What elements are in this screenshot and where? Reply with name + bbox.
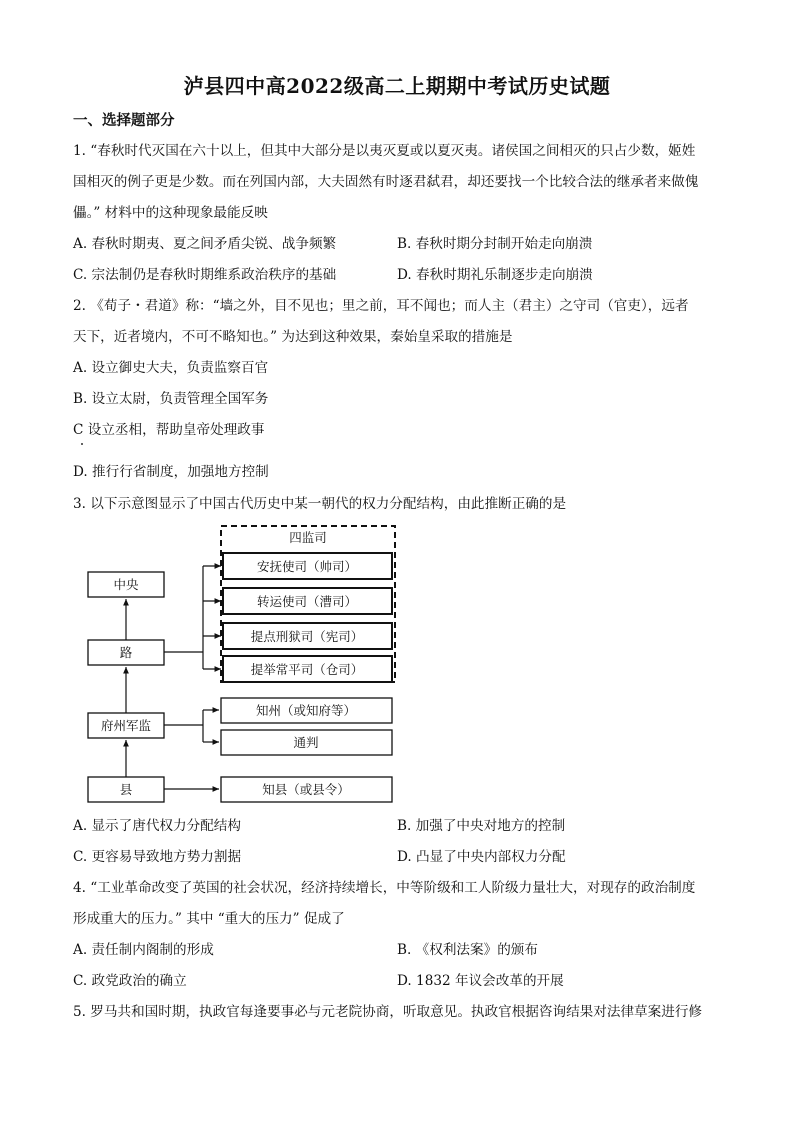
q1-line-1: 1. “春秋时代灭国在六十以上，但其中大部分是以夷灭夏或以夏灭夷。诸侯国之间相灭的只占少数，姬姓	[73, 143, 696, 159]
box-fuzhou	[88, 713, 164, 738]
box-lu	[88, 640, 164, 665]
box-xian-label: 县	[119, 782, 133, 797]
power-structure-diagram	[0, 520, 794, 810]
q4-line-1: 4. “工业革命改变了英国的社会状况，经济持续增长，中等阶级和工人阶级力量壮大，对现存的政治制度	[73, 880, 696, 896]
bracket-lu	[164, 566, 221, 669]
q1-option-d: D. 春秋时期礼乐制逐步走向崩溃	[397, 267, 593, 283]
box-central	[88, 572, 164, 597]
q3-option-b: B. 加强了中央对地方的控制	[397, 818, 566, 834]
q5-line-1: 5. 罗马共和国时期，执政官每逢要事必与元老院协商，听取意见。执政官根据咨询结果对法律草案进行修	[73, 1004, 703, 1020]
q2-line-1: 2. 《荀子・君道》称：“墙之外，目不见也；里之前，耳不闻也；而人主（君主）之守司（官吏），远者	[73, 298, 689, 314]
q3-stem: 3. 以下示意图显示了中国古代历史中某一朝代的权力分配结构，由此推断正确的是	[73, 496, 567, 512]
box-zhuanyun	[223, 588, 392, 614]
q4-line-2: 形成重大的压力。” 其中 “重大的压力” 促成了	[73, 911, 345, 927]
box-zhixian	[221, 777, 392, 802]
q2-line-2: 天下，近者境内，不可不略知也。” 为达到这种效果，秦始皇采取的措施是	[73, 329, 513, 345]
four-jiansi-label: 四监司	[289, 530, 327, 545]
bracket-fuzhou	[164, 710, 219, 742]
q1-option-b: B. 春秋时期分封制开始走向崩溃	[397, 236, 593, 252]
box-tidian	[223, 623, 392, 649]
box-tongpan	[221, 730, 392, 755]
box-fuzhou-label: 府州军监	[100, 718, 152, 733]
q1-option-a: A. 春秋时期夷、夏之间矛盾尖锐、战争频繁	[73, 236, 337, 252]
q4-option-c: C. 政党政治的确立	[73, 973, 187, 989]
q2-option-b: B. 设立太尉，负责管理全国军务	[73, 391, 269, 407]
q4-option-b: B. 《权利法案》的颁布	[397, 942, 538, 958]
box-xian	[88, 777, 164, 802]
box-tongpan-label: 通判	[293, 735, 319, 750]
box-zhixian-label: 知县（或县令）	[262, 782, 350, 797]
q2-option-c: C 设立丞相，帮助皇帝处理政事	[73, 422, 265, 438]
q1-line-2: 国相灭的例子更是少数。而在列国内部，大夫固然有时逐君弑君，却还要找一个比较合法的继承者来做傀	[73, 174, 699, 190]
q1-line-3: 儡。” 材料中的这种现象最能反映	[73, 205, 268, 221]
box-anfu-label: 安抚使司（帅司）	[256, 559, 358, 574]
box-central-label: 中央	[113, 577, 139, 592]
q1-option-c: C. 宗法制仍是春秋时期维系政治秩序的基础	[73, 267, 337, 283]
q3-option-a: A. 显示了唐代权力分配结构	[73, 818, 241, 834]
box-tidian-label: 提点刑狱司（宪司）	[250, 629, 364, 644]
box-lu-label: 路	[119, 645, 133, 660]
stray-dot	[81, 443, 83, 445]
q2-option-a: A. 设立御史大夫，负责监察百官	[73, 360, 269, 376]
box-tiju-label: 提举常平司（仓司）	[250, 662, 364, 677]
q4-option-a: A. 责任制内阁制的形成	[73, 942, 214, 958]
q3-option-d: D. 凸显了中央内部权力分配	[397, 849, 566, 865]
section-heading: 一、选择题部分	[73, 112, 175, 129]
box-anfu	[223, 553, 392, 579]
box-tiju	[223, 656, 392, 682]
q3-option-c: C. 更容易导致地方势力割据	[73, 849, 242, 865]
page-title: 泸县四中高2022级高二上期期中考试历史试题	[183, 74, 611, 98]
box-zhizhou	[221, 698, 392, 723]
q2-option-d: D. 推行行省制度，加强地方控制	[73, 464, 269, 480]
box-zhizhou-label: 知州（或知府等）	[255, 703, 357, 718]
q4-option-d: D. 1832 年议会改革的开展	[397, 973, 564, 989]
box-zhuanyun-label: 转运使司（漕司）	[256, 594, 358, 609]
